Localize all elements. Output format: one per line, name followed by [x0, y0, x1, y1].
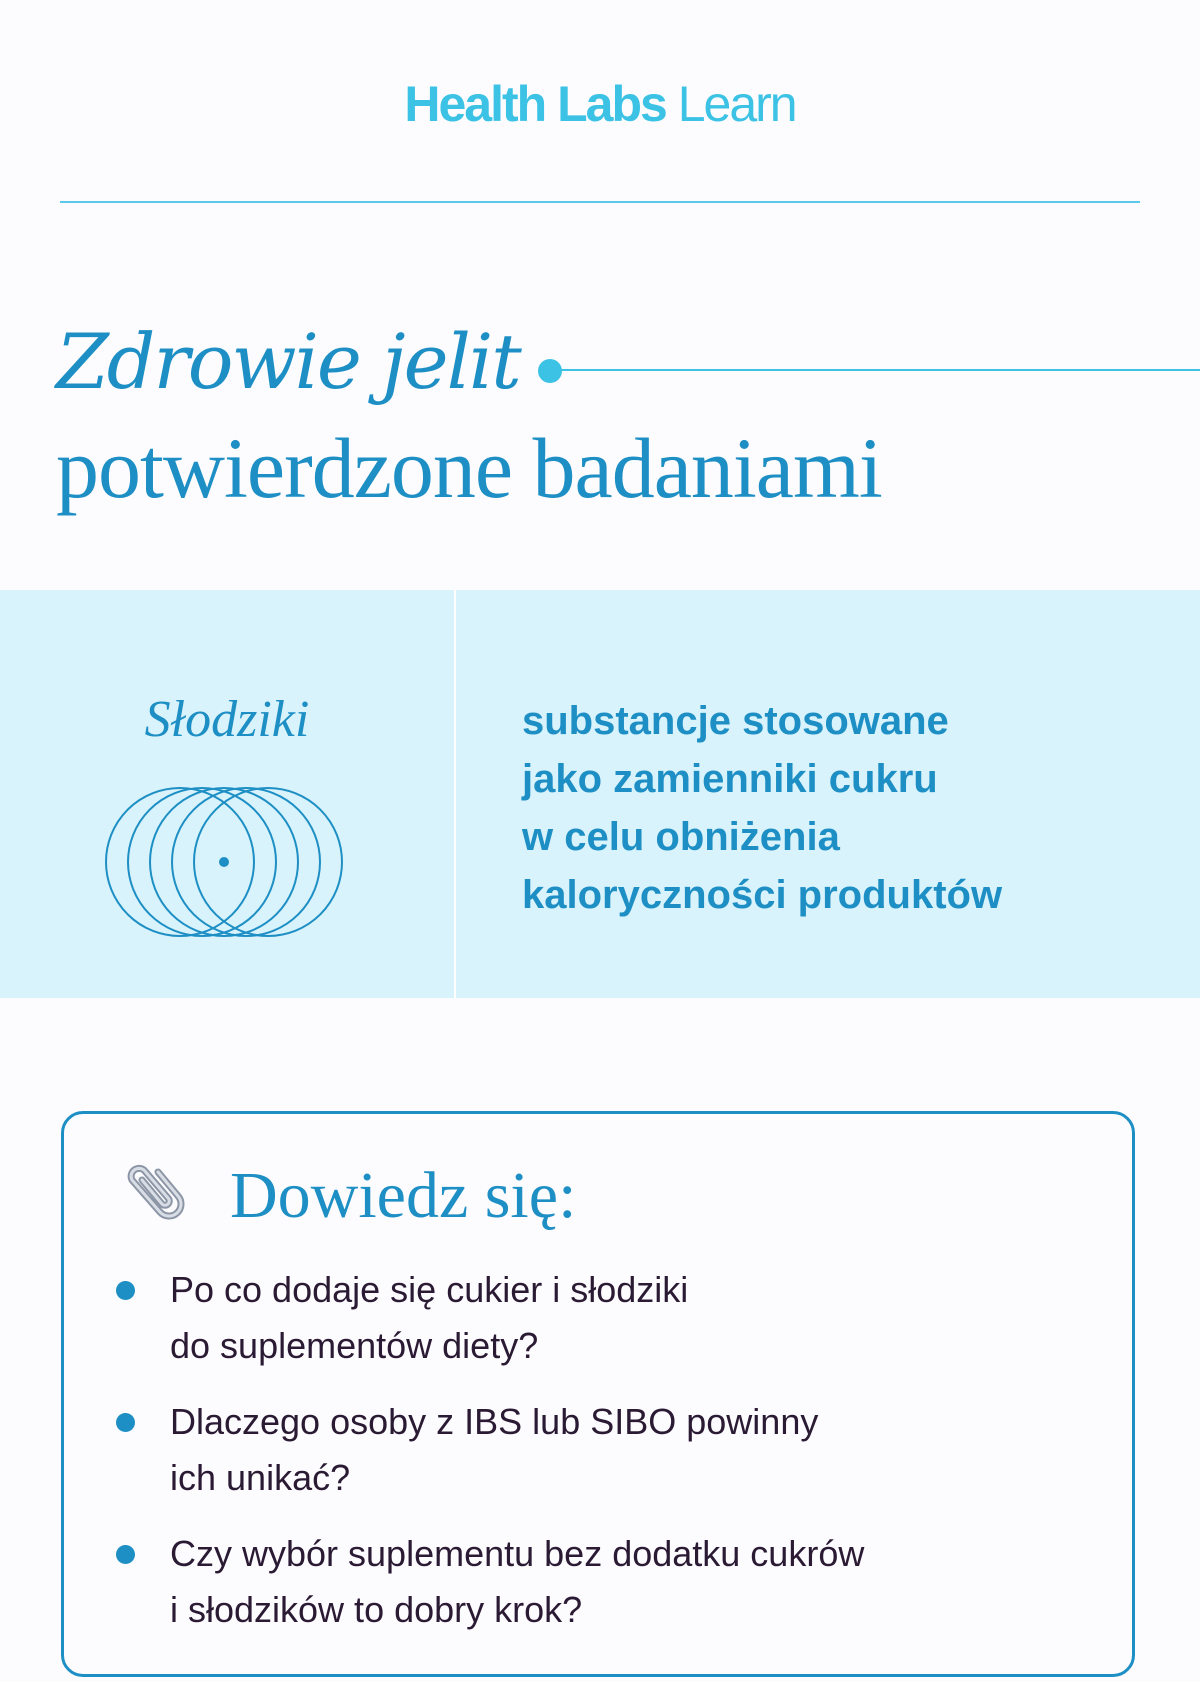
definition-divider [454, 590, 456, 998]
header-divider [60, 201, 1140, 203]
title-accent-line [552, 369, 1200, 371]
bullet-dot [116, 1545, 135, 1564]
list-item [116, 1526, 1096, 1638]
list-item-line: Po co dodaje się cukier i słodziki [170, 1269, 689, 1310]
definition-panel [0, 590, 1200, 998]
definition-text-line: kaloryczności produktów [522, 873, 1003, 917]
list-item-line: i słodzików to dobry krok? [170, 1589, 583, 1630]
bullet-dot [116, 1281, 135, 1300]
page-title-line-1: Zdrowie jelit [56, 317, 520, 406]
list-item [116, 1394, 1096, 1506]
list-item-line: Czy wybór suplementu bez dodatku cukrów [170, 1533, 865, 1574]
definition-term: Słodziki [144, 691, 310, 748]
paperclip-icon [116, 1160, 186, 1234]
learn-heading: Dowiedz się: [230, 1159, 577, 1232]
logo-brand-suffix: Learn [677, 76, 796, 132]
overlapping-circles-icon [104, 786, 344, 938]
learn-list [116, 1262, 1096, 1658]
list-item-line: Dlaczego osoby z IBS lub SIBO powinny [170, 1401, 819, 1442]
definition-text [522, 692, 1172, 924]
title-accent-dot [538, 359, 562, 383]
bullet-dot [116, 1413, 135, 1432]
brand-logo [0, 72, 1200, 136]
list-item [116, 1262, 1096, 1374]
page-title-line-2: potwierdzone badaniami [56, 420, 882, 516]
definition-text-line: w celu obniżenia [522, 815, 840, 859]
list-item-line: do suplementów diety? [170, 1325, 539, 1366]
list-item-line: ich unikać? [170, 1457, 351, 1498]
definition-text-line: jako zamienniki cukru [522, 757, 938, 801]
definition-text-line: substancje stosowane [522, 699, 949, 743]
logo-brand-name: Health Labs [404, 76, 666, 132]
learn-box [61, 1111, 1135, 1677]
